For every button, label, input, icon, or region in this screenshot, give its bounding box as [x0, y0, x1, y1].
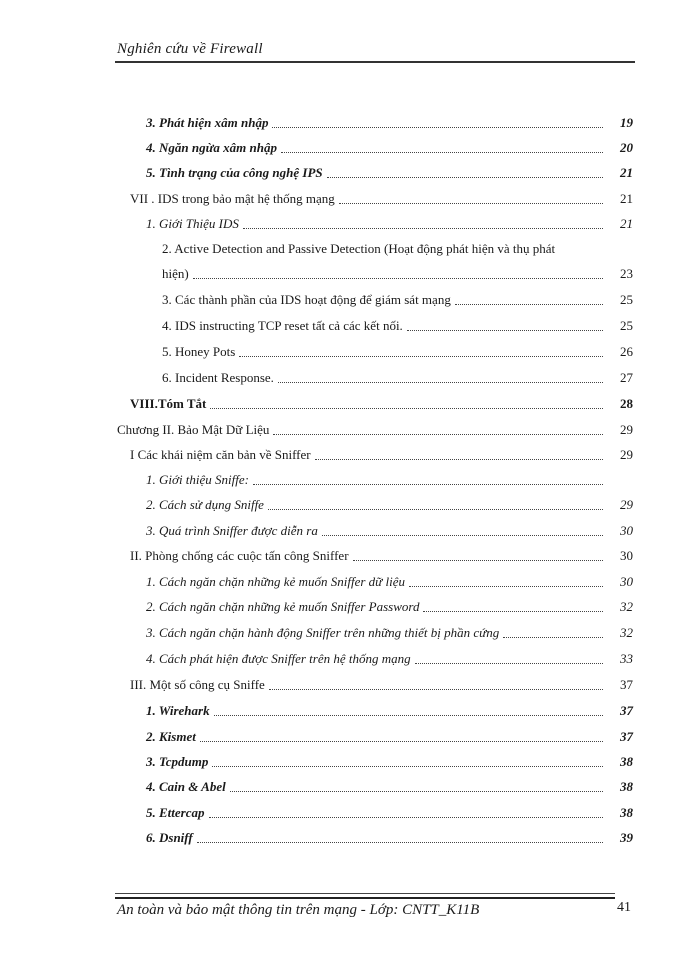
toc-page-number: 37 [620, 703, 633, 718]
toc-entry [162, 344, 633, 360]
toc-leader [230, 791, 603, 792]
toc-entry [146, 805, 633, 821]
toc-entry-label: 6. Dsniff [146, 830, 193, 845]
toc-entry-label: 4. Cách phát hiện được Sniffer trên hệ thống mạng [146, 651, 411, 666]
toc-entry-label: 2. Cách sử dụng Sniffe [146, 497, 264, 512]
toc-entry-label: 4. IDS instructing TCP reset tất cả các kết nối. [162, 318, 403, 333]
toc-page-number: 21 [620, 216, 633, 231]
toc-entry [146, 574, 633, 590]
toc-leader [272, 127, 603, 128]
toc-leader [339, 203, 603, 204]
toc-entry [146, 703, 633, 719]
footer-divider-thick [115, 897, 615, 899]
toc-entry [162, 370, 633, 386]
toc-entry-label: II. Phòng chống các cuộc tấn công Sniffer [130, 548, 349, 563]
toc-leader [212, 766, 603, 767]
toc-page-number: 28 [620, 396, 633, 411]
toc-entry [146, 115, 633, 131]
toc-entry [146, 729, 633, 745]
toc-leader [268, 509, 603, 510]
toc-leader [281, 152, 603, 153]
toc-entry [146, 599, 633, 615]
toc-page-number: 32 [620, 625, 633, 640]
toc-entry-label: 3. Quá trình Sniffer được diễn ra [146, 523, 318, 538]
toc-leader [210, 408, 603, 409]
toc-entry [162, 266, 633, 282]
toc-page-number: 38 [620, 754, 633, 769]
page-number: 41 [617, 900, 631, 915]
toc-entry [146, 651, 633, 667]
toc-leader [239, 356, 603, 357]
toc-page-number: 20 [620, 140, 633, 155]
toc-entry [146, 625, 633, 641]
toc-page-number: 30 [620, 574, 633, 589]
toc-entry-label: hiện) [162, 266, 189, 281]
toc-page-number: 32 [620, 599, 633, 614]
toc-entry [146, 754, 633, 770]
toc-leader [197, 842, 603, 843]
toc-entry-label-line1: 2. Active Detection and Passive Detection (Hoạt động phát hiện và thụ phát [162, 241, 556, 256]
toc-page-number: 27 [620, 370, 633, 385]
toc-page-number: 38 [620, 779, 633, 794]
toc-entry-label: 6. Incident Response. [162, 370, 274, 385]
toc-leader [273, 434, 603, 435]
toc-page-number: 29 [620, 497, 633, 512]
toc-leader [407, 330, 603, 331]
footer-divider-thin [115, 893, 615, 894]
toc-entry-label: Chương II. Bảo Mật Dữ Liệu [117, 422, 270, 437]
toc-leader [315, 459, 603, 460]
toc-page-number: 37 [620, 729, 633, 744]
toc-page-number: 19 [620, 115, 633, 130]
toc-entry-label: 5. Ettercap [146, 805, 205, 820]
toc-entry-label: 5. Honey Pots [162, 344, 236, 359]
toc-leader [503, 637, 603, 638]
toc-entry-label: 3. Cách ngăn chặn hành động Sniffer trên những thiết bị phần cứng [146, 625, 500, 640]
toc-entry-label: 3. Các thành phần của IDS hoạt động để giám sát mạng [162, 292, 451, 307]
toc-page-number: 30 [620, 548, 633, 563]
toc-entry-label: 4. Ngăn ngừa xâm nhập [146, 140, 277, 155]
toc-leader [253, 484, 603, 485]
toc-entry-label: 1. Cách ngăn chặn những kẻ muốn Sniffer dữ liệu [146, 574, 405, 589]
toc-page-number: 29 [620, 447, 633, 462]
toc-entry [146, 140, 633, 156]
toc-page-number: 37 [620, 677, 633, 692]
toc-leader [327, 177, 603, 178]
toc-leader [269, 689, 603, 690]
toc-entry [130, 548, 633, 564]
toc-entry-label: 2. Kismet [146, 729, 196, 744]
toc-entry-label: I Các khái niệm căn bản về Sniffer [130, 447, 311, 462]
toc-entry-label: 2. Cách ngăn chặn những kẻ muốn Sniffer Password [146, 599, 420, 614]
toc-page-number: 21 [620, 191, 633, 206]
toc-entry [146, 523, 633, 539]
toc-leader [423, 611, 603, 612]
header-title: Nghiên cứu về Firewall [117, 41, 263, 57]
toc-page-number: 26 [620, 344, 633, 359]
toc-entry-label: 1. Giới Thiệu IDS [146, 216, 239, 231]
toc-entry-label: 1. Wirehark [146, 703, 210, 718]
toc-entry-label: 1. Giới thiệu Sniffe: [146, 472, 249, 487]
toc-entry [146, 497, 633, 513]
toc-page-number: 39 [620, 830, 633, 845]
toc-leader [214, 715, 603, 716]
toc-page-number: 25 [620, 292, 633, 307]
toc-leader [209, 817, 604, 818]
toc-page-number: 33 [620, 651, 633, 666]
toc-entry [146, 165, 633, 181]
toc-leader [455, 304, 603, 305]
toc-entry [146, 779, 633, 795]
toc-page-number: 30 [620, 523, 633, 538]
toc-page-number: 23 [620, 266, 633, 281]
toc-entry [130, 191, 633, 207]
toc-entry-label: 3. Tcpdump [146, 754, 209, 769]
toc-entry-label: III. Một số công cụ Sniffe [130, 677, 265, 692]
toc-entry [130, 447, 633, 463]
toc-leader [243, 228, 603, 229]
toc-entry-label: 3. Phát hiện xâm nhập [146, 115, 269, 130]
toc-leader [409, 586, 603, 587]
toc-entry [162, 318, 633, 334]
toc-entry-label: 4. Cain & Abel [146, 779, 226, 794]
footer-text: An toàn và bảo mật thông tin trên mạng - Lớp: CNTT_K11B [117, 902, 480, 918]
toc-entry [146, 830, 633, 846]
toc-entry-label: VIII.Tóm Tắt [130, 396, 207, 411]
toc-entry [146, 472, 607, 488]
toc-leader [193, 278, 603, 279]
toc-leader [322, 535, 603, 536]
toc-leader [200, 741, 603, 742]
toc-leader [353, 560, 603, 561]
toc-page-number: 29 [620, 422, 633, 437]
toc-page-number: 21 [620, 165, 633, 180]
toc-entry [146, 216, 633, 232]
toc-entry-label: VII . IDS trong bảo mật hệ thống mạng [130, 191, 335, 206]
toc-entry [130, 677, 633, 693]
toc-page-number: 25 [620, 318, 633, 333]
toc-page-number: 38 [620, 805, 633, 820]
toc-leader [415, 663, 603, 664]
toc-leader [278, 382, 603, 383]
toc-entry [130, 396, 633, 412]
toc-entry-label: 5. Tình trạng của công nghệ IPS [146, 165, 323, 180]
toc-entry [117, 422, 633, 438]
toc-entry [162, 292, 633, 308]
